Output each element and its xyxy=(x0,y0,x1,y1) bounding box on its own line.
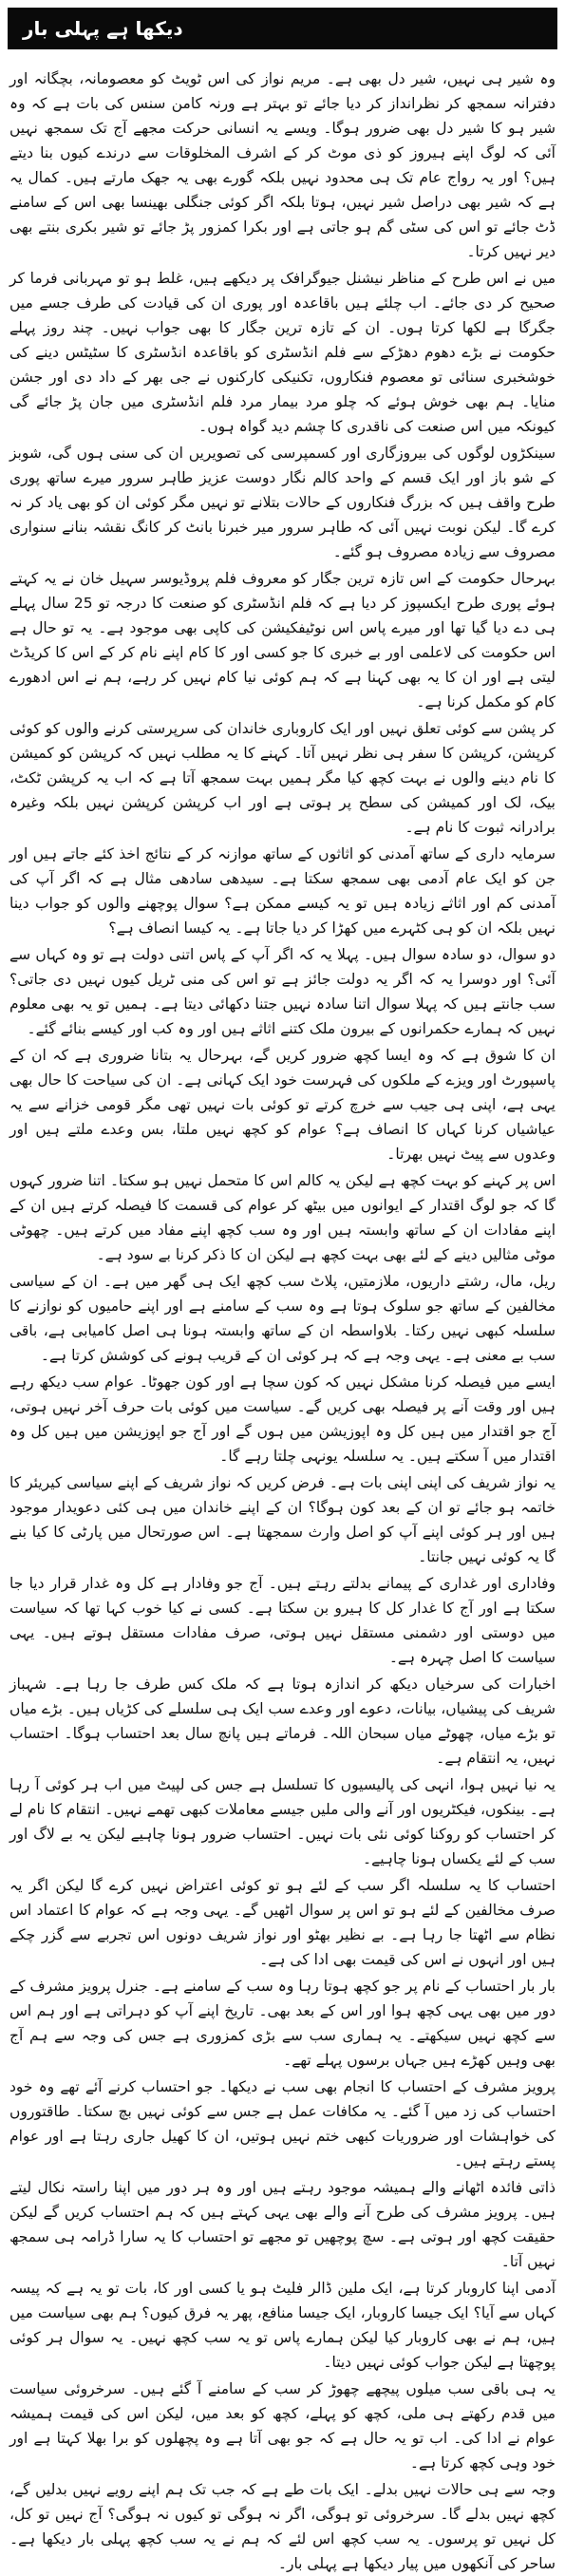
article-paragraph: ذاتی فائدہ اٹھانے والے ہمیشہ موجود رہتے ہیں اور وہ ہر دور میں اپنا راستہ نکال لیتے ہیں۔ پرویز مشرف کی طرح آنے والے بھی یہی کہتے ہیں کہ ہم احتساب کریں گے لیکن حقیقت کچھ اور ہوتی ہے۔ سچ پوچھیں تو مجھے تو احتساب کا یہ سارا ڈرامہ ہی سمجھ نہیں آتا۔ xyxy=(9,2179,556,2270)
article-paragraph: وجہ سے ہی حالات نہیں بدلے۔ ایک بات طے ہے کہ جب تک ہم اپنے رویے نہیں بدلیں گے، کچھ نہیں بدلے گا۔ سرخروئی تو ہوگی، اگر نہ ہوگی تو کیوں نہ ہوگی؟ آج نہیں تو کل، کل نہیں تو پرسوں۔ یہ سب کچھ اس لئے کہ ہم نے یہ سب کچھ پہلی بار دیکھا ہے۔ ساحر کی آنکھوں میں پیار دیکھا ہے پہلی بار۔ xyxy=(9,2481,556,2572)
article-paragraph: پرویز مشرف کے احتساب کا انجام بھی سب نے دیکھا۔ جو احتساب کرنے آئے تھے وہ خود احتساب کی زد میں آ گئے۔ یہ مکافات عمل ہے جس سے کوئی نہیں بچ سکتا۔ طاقتوروں کی خواہشات اور ضروریات کبھی ختم نہیں ہوتیں، ان کا کھیل جاری رہتا ہے اور عوام پستے رہتے ہیں۔ xyxy=(9,2078,556,2169)
article-paragraph: بہرحال حکومت کے اس تازہ ترین جگار کو معروف فلم پروڈیوسر سہیل خان نے یہ کہتے ہوئے پوری طرح ایکسپوز کر دیا ہے کہ فلم انڈسٹری کو صنعت کا درجہ تو 25 سال پہلے ہی دے دیا گیا تھا اور میرے پاس اس نوٹیفکیشن کی کاپی بھی موجود ہے۔ یہ تو حال ہے اس حکومت کی لاعلمی اور بے خبری کا جو کسی اور کا کام اپنے نام کر کے اس کا کریڈٹ لیتی ہے اور ان کا یہ بھی کہنا ہے کہ ہم کوئی نیا کام نہیں کر رہے، ہم نے اس ادھورے کام کو مکمل کرنا ہے۔ xyxy=(9,570,556,710)
article-paragraph: اس پر کہنے کو بہت کچھ ہے لیکن یہ کالم اس کا متحمل نہیں ہو سکتا۔ اتنا ضرور کہوں گا کہ جو لوگ اقتدار کے ایوانوں میں بیٹھ کر عوام کی قسمت کا فیصلہ کرتے ہیں ان کے اپنے مفادات ان کے ساتھ وابستہ ہیں اور وہ سب کچھ اپنے مفاد میں کرتے ہیں۔ چھوٹی موٹی مثالیں دینے کے لئے بھی بہت کچھ ہے لیکن ان کا ذکر کرنا بے سود ہے۔ xyxy=(9,1172,556,1263)
article-paragraph: یہ نیا نہیں ہوا، انہی کی پالیسیوں کا تسلسل ہے جس کی لپیٹ میں اب ہر کوئی آ رہا ہے۔ بینکوں، فیکٹریوں اور آنے والی ملیں جیسے معاملات کبھی تھمے نہیں۔ انتقام کا نام لے کر احتساب کو روکنا کوئی نئی بات نہیں۔ احتساب ضرور ہونا چاہیے لیکن یہ بے لاگ اور سب کے لئے یکساں ہونا چاہیے۔ xyxy=(9,1776,556,1867)
article-paragraph: ان کا شوق ہے کہ وہ ایسا کچھ ضرور کریں گے، بہرحال یہ بتانا ضروری ہے کہ ان کے پاسپورٹ اور ویزے کے ملکوں کی فہرست خود ایک کہانی ہے۔ ان کی سیاحت کا حال بھی یہی ہے، اپنی ہی جیب سے خرچ کرتے تو کوئی بات نہیں تھی مگر قومی خزانے سے یہ عیاشیاں کرنا کہاں کا انصاف ہے؟ عوام کو کچھ نہیں ملتا، بس وعدے ملتے ہیں اور وعدوں سے پیٹ نہیں بھرتا۔ xyxy=(9,1047,556,1163)
article-paragraph: ایسے میں فیصلہ کرنا مشکل نہیں کہ کون سچا ہے اور کون جھوٹا۔ عوام سب دیکھ رہے ہیں اور وقت آنے پر فیصلہ بھی کریں گے۔ سیاست میں کوئی بات حرف آخر نہیں ہوتی، آج جو اقتدار میں ہیں کل وہ اپوزیشن میں ہوں گے اور آج جو اپوزیشن میں ہیں کل وہ اقتدار میں آ سکتے ہیں۔ یہ سلسلہ یونہی چلتا رہے گا۔ xyxy=(9,1373,556,1465)
article-paragraph: بار بار احتساب کے نام پر جو کچھ ہوتا رہا وہ سب کے سامنے ہے۔ جنرل پرویز مشرف کے دور میں بھی یہی کچھ ہوا اور اس کے بعد بھی۔ تاریخ اپنے آپ کو دہراتی ہے اور ہم اس سے کچھ نہیں سیکھتے۔ یہ ہماری سب سے بڑی کمزوری ہے جس کی وجہ سے ہم آج بھی وہیں کھڑے ہیں جہاں برسوں پہلے تھے۔ xyxy=(9,1978,556,2069)
article-paragraph: آدمی اپنا کاروبار کرتا ہے، ایک ملین ڈالر فلیٹ ہو یا کسی اور کا، بات تو یہ ہے کہ پیسہ کہاں سے آیا؟ ایک جیسا کاروبار، ایک جیسا منافع، پھر یہ فرق کیوں؟ ہم بھی سیاست میں ہیں، ہم نے بھی کاروبار کیا لیکن ہمارے پاس تو یہ سب کچھ نہیں۔ یہ سوال ہر کوئی پوچھتا ہے لیکن جواب کوئی نہیں دیتا۔ xyxy=(9,2280,556,2371)
article-paragraph: ریل، مال، رشتے داریوں، ملازمتیں، پلاٹ سب کچھ ایک ہی گھر میں ہے۔ ان کے سیاسی مخالفین کے ساتھ جو سلوک ہوتا ہے وہ سب کے سامنے ہے اور اپنے حامیوں کو نوازنے کا سلسلہ کبھی نہیں رکتا۔ بلاواسطہ ان کے ساتھ وابستہ ہونا ہی اصل کامیابی ہے، باقی سب بے معنی ہے۔ یہی وجہ ہے کہ ہر کوئی ان کے قریب ہونے کی کوشش کرتا ہے۔ xyxy=(9,1273,556,1364)
article-paragraph: وفاداری اور غداری کے پیمانے بدلتے رہتے ہیں۔ آج جو وفادار ہے کل وہ غدار قرار دیا جا سکتا ہے اور آج کا غدار کل کا ہیرو بن سکتا ہے۔ کسی نے کیا خوب کہا تھا کہ سیاست میں دوستی اور دشمنی مستقل نہیں ہوتی، صرف مفادات مستقل ہوتے ہیں۔ یہی سیاست کا اصل چہرہ ہے۔ xyxy=(9,1575,556,1666)
article-paragraph: میں نے اس طرح کے مناظر نیشنل جیوگرافک پر دیکھے ہیں، غلط ہو تو مہربانی فرما کر صحیح کر دی جائے۔ اب چلئے ہیں باقاعدہ اور پوری ان کی قیادت کی طرف جسے میں جگرگا ہے لکھا کرتا ہوں۔ ان کے تازہ ترین جگار کا بھی جواب نہیں۔ چند روز پہلے حکومت نے بڑے دھوم دھڑکے سے فلم انڈسٹری کو باقاعدہ انڈسٹری کا سٹیٹس دینے کی خوشخبری سنائی تو معصوم فنکاروں، تکنیکی کارکنوں نے جی بھر کے داد دی اور جشن منایا۔ ہم بھی خوش ہوئے کہ چلو مرد بیمار مرد فلم انڈسٹری میں جان پڑ جائے گی کیونکہ میں اس صنعت کی ناقدری کا چشم دید گواہ ہوں۔ xyxy=(9,270,556,435)
article-paragraph: وہ شیر ہی نہیں، شیر دل بھی ہے۔ مریم نواز کی اس ٹویٹ کو معصومانہ، بچگانہ اور دفترانہ سمجھ کر نظرانداز کر دیا جائے تو بہتر ہے ورنہ کامن سنس کی بات ہے کہ وہ شیر ہو کا شیر دل بھی ضرور ہوگا۔ ویسے یہ انسانی حرکت مجھے آج تک سمجھ نہیں آئی کہ لوگ اپنے ہیروز کو ذی موٹ کر کے اشرف المخلوقات سے درندے کیوں بنا دیتے ہیں؟ اور یہ رواج عام تک ہی محدود نہیں بلکہ گورے بھی یہ جھک مارتے ہیں۔ کمال یہ ہے کہ شیر بھی دراصل شیر نہیں، ہوتا بلکہ اگر کوئی جنگلی بھینسا بھی اس کے سامنے ڈٹ جائے تو اس کی سٹی گم ہو جاتی ہے اور بکرا کمزور پڑ جائے تو شیر بکری بنتے بھی دیر نہیں کرتا۔ xyxy=(9,70,556,260)
article-paragraph: احتساب کا یہ سلسلہ اگر سب کے لئے ہو تو کوئی اعتراض نہیں کرے گا لیکن اگر یہ صرف مخالفین کے لئے ہو تو اس پر سوال اٹھیں گے۔ یہی وجہ ہے کہ عوام کا اعتماد اس نظام سے اٹھتا جا رہا ہے۔ بے نظیر بھٹو اور نواز شریف دونوں اس تجربے سے گزر چکے ہیں اور انہوں نے اس کی قیمت بھی ادا کی ہے۔ xyxy=(9,1877,556,1968)
article-paragraph: سرمایہ داری کے ساتھ آمدنی کو اثاثوں کے ساتھ موازنہ کر کے نتائج اخذ کئے جاتے ہیں اور جن کو ایک عام آدمی بھی سمجھ سکتا ہے۔ سیدھی سادھی مثال ہے کہ اگر آپ کی آمدنی کم اور اثاثے زیادہ ہیں تو یہ کیسے ممکن ہے؟ سوال پوچھنے والوں کو جواب دینا نہیں بلکہ ان کو ہی کٹہرے میں کھڑا کر دیا جاتا ہے۔ یہ کیسا انصاف ہے؟ xyxy=(9,845,556,937)
column-header-banner xyxy=(8,8,557,49)
article-paragraph: اخبارات کی سرخیاں دیکھ کر اندازہ ہوتا ہے کہ ملک کس طرف جا رہا ہے۔ شہباز شریف کی پیشیاں، بیانات، دعوے اور وعدے سب ایک ہی سلسلے کی کڑیاں ہیں۔ بڑے میاں تو بڑے میاں، چھوٹے میاں سبحان اللہ۔ فرماتے ہیں پانچ سال بعد احتساب ہوگا۔ احتساب نہیں، یہ انتقام ہے۔ xyxy=(9,1676,556,1767)
article-paragraph: کر پشن سے کوئی تعلق نہیں اور ایک کاروباری خاندان کی سرپرستی کرنے والوں کو کوئی کرپشن، کرپشن کا سفر ہی نظر نہیں آتا۔ کہنے کا یہ مطلب نہیں کہ کرپشن کو کمیشن کا نام دینے والوں نے بہت کچھ کیا مگر ہمیں بہت سمجھ آتا ہے کہ اب یہ کرپشن ٹکٹ، بیک، لک اور کمیشن کی سطح پر ہوتی ہے اور اب کرپشن کرپشن نہیں بلکہ وغیرہ برادرانہ ثبوت کا نام ہے۔ xyxy=(9,720,556,836)
column-title: دیکھا ہے پہلی بار xyxy=(23,17,183,40)
article-paragraph: یہ نواز شریف کی اپنی اپنی بات ہے۔ فرض کریں کہ نواز شریف کے اپنے سیاسی کیریئر کا خاتمہ ہو جائے تو ان کے بعد کون ہوگا؟ ان کے اپنے خاندان میں ہی کئی دعویدار موجود ہیں اور ہر کوئی اپنے آپ کو اصل وارث سمجھتا ہے۔ اس صورتحال میں پارٹی کا کیا بنے گا یہ کوئی نہیں جانتا۔ xyxy=(9,1474,556,1565)
article-paragraph: سینکڑوں لوگوں کی بیروزگاری اور کسمپرسی کی تصویریں ان کی سنی ہوں گی، شوبز کے شو باز اور ایک قسم کے واحد کالم نگار دوست عزیز طاہر سرور میرے ساتھ پوری طرح واقف ہیں کہ بزرگ فنکاروں کے حالات بتلانے تو نہیں مگر کوئی ان کو بھی یاد کر نہ کرے گا۔ لیکن نوبت نہیں آئی کہ طاہر سرور میر خبرنا بانٹ کر کانگ نقشہ بنانے سنواری مصروف سے زیادہ مصروف ہو گئے۔ xyxy=(9,445,556,560)
column-body xyxy=(8,66,557,2572)
article-paragraph: دو سوال، دو سادہ سوال ہیں۔ پہلا یہ کہ اگر آپ کے پاس اتنی دولت ہے تو وہ کہاں سے آئی؟ اور دوسرا یہ کہ اگر یہ دولت جائز ہے تو اس کی منی ٹریل کیوں نہیں دی جاتی؟ سب جانتے ہیں کہ پہلا سوال اتنا سادہ نہیں جتنا دکھائی دیتا ہے۔ ہمیں تو یہ بھی معلوم نہیں کہ ہمارے حکمرانوں کے بیرون ملک کتنے اثاثے ہیں اور وہ کب اور کیسے بنائے گئے۔ xyxy=(9,946,556,1037)
article-paragraph: یہ ہی باقی سب میلوں پیچھے چھوڑ کر سب کے سامنے آ گئے ہیں۔ سرخروئی سیاست میں قدم رکھتے ہی ملی، کچھ کو پہلے، کچھ کو بعد میں، لیکن اس کی قیمت ہمیشہ عوام نے ادا کی۔ اب تو یہ حال ہے کہ جو بھی آتا ہے وہ پچھلوں کو برا بھلا کہتا ہے اور خود وہی کچھ کرتا ہے۔ xyxy=(9,2380,556,2472)
